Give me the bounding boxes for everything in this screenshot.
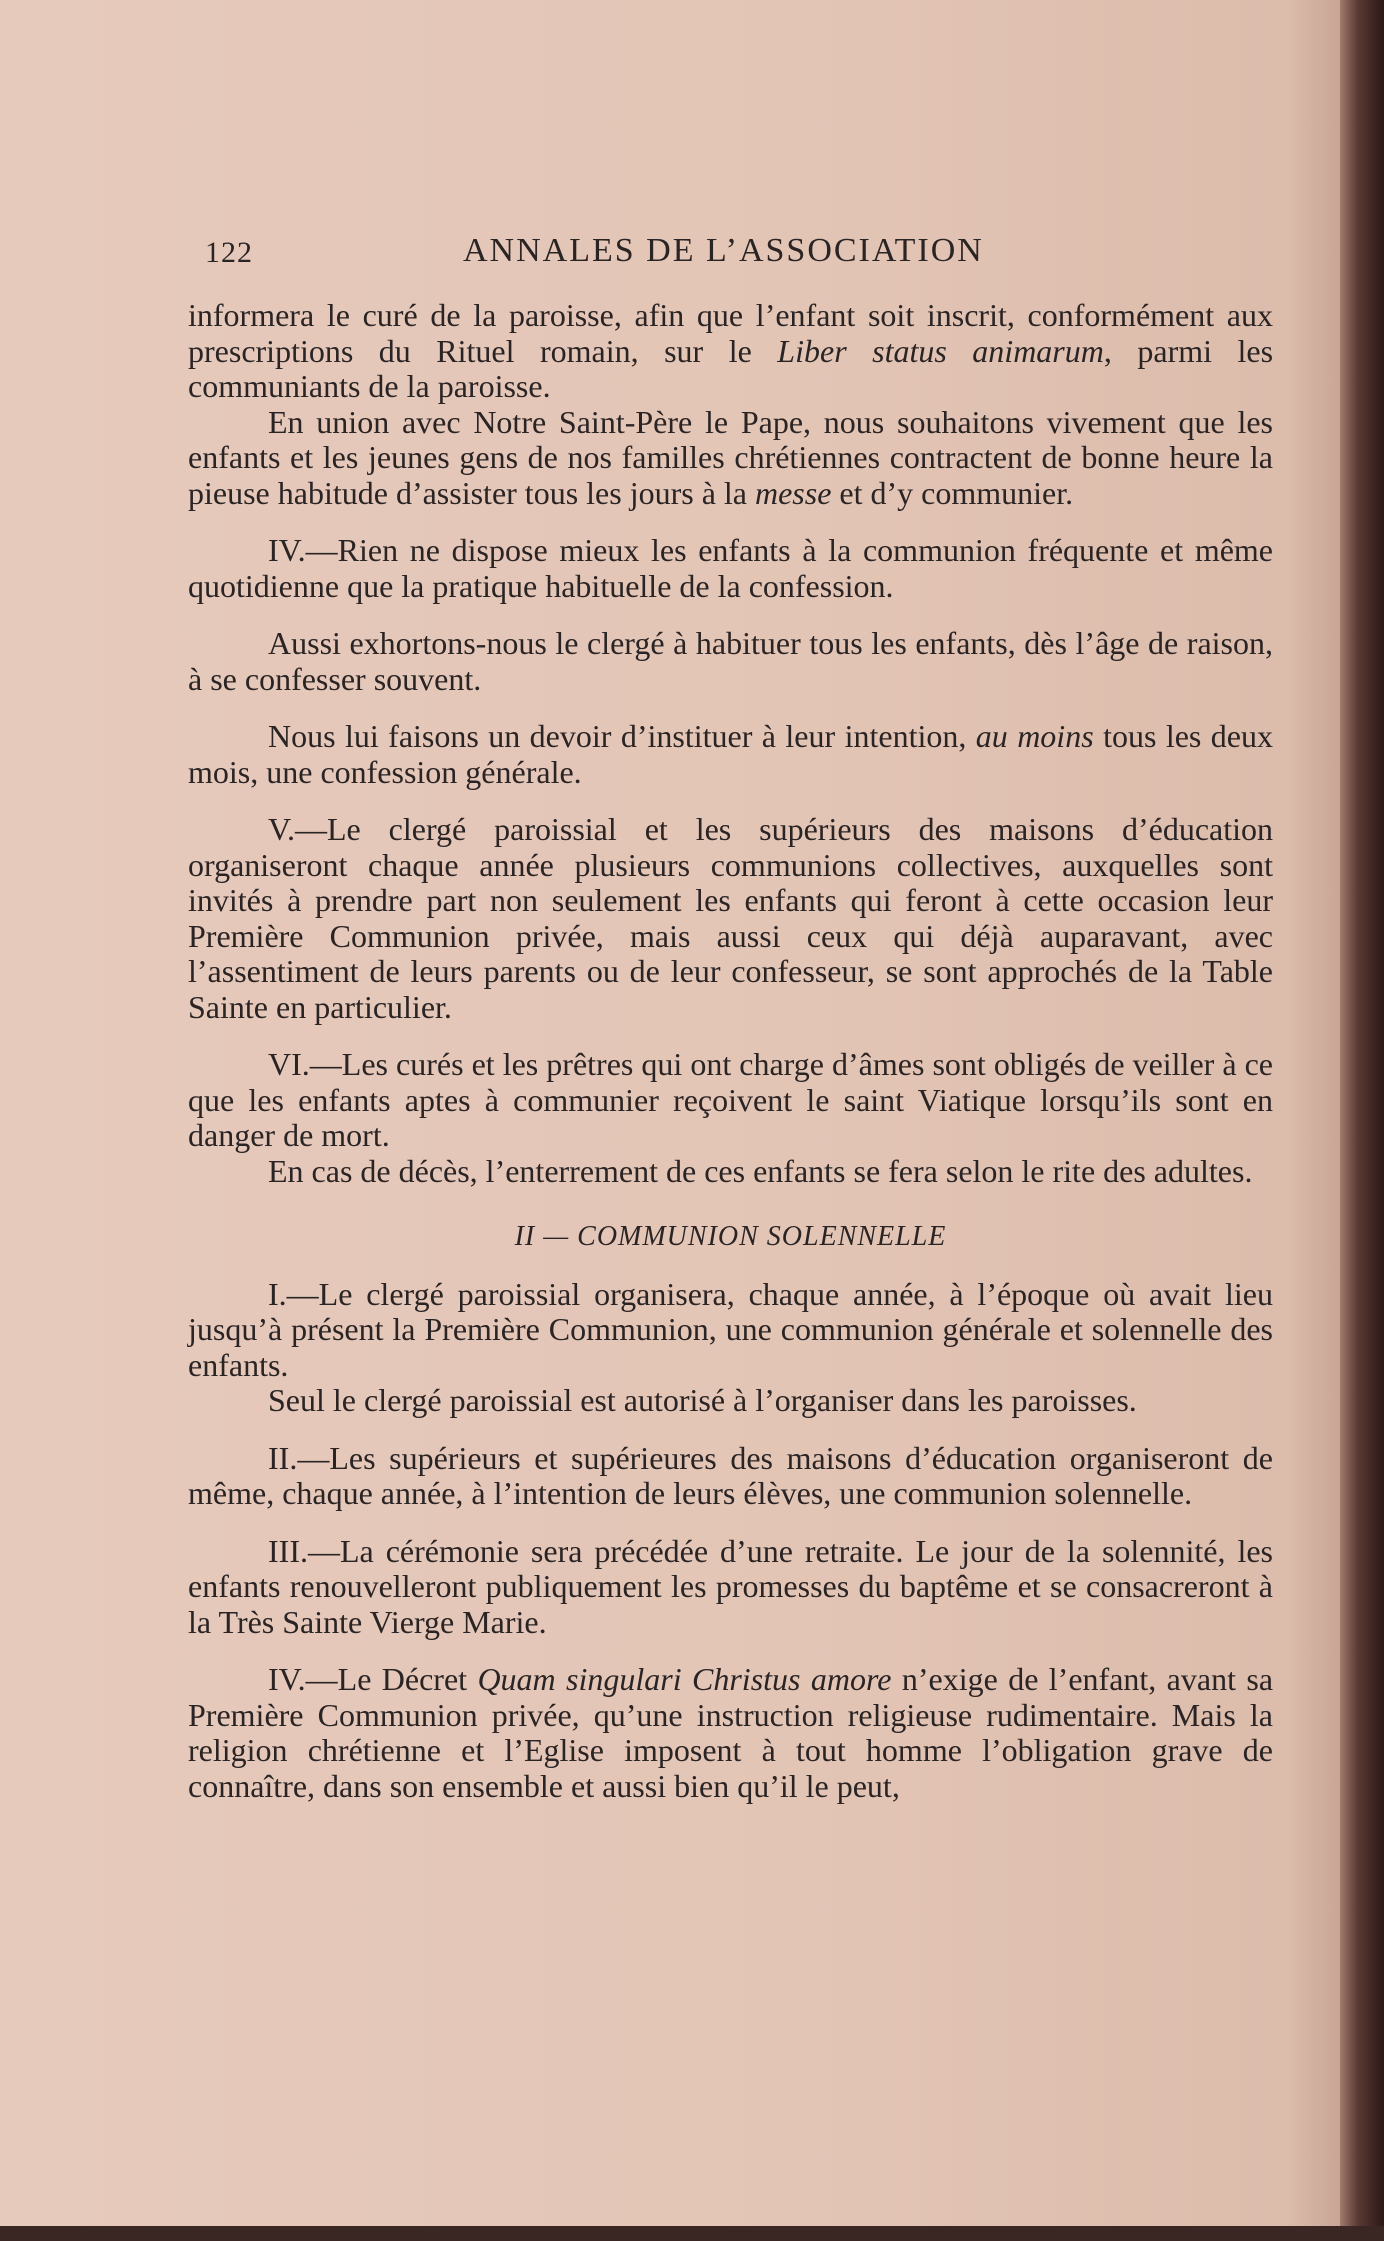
paragraph: Seul le clergé paroissial est autorisé à l’organiser dans les paroisses. [268, 1382, 1137, 1418]
paragraph: informera le curé de la paroisse, afin que l’enfant soit inscrit, conformément aux prescriptions du Rituel romain, sur le Liber status animarum, parmi les communiants de la paroisse. [188, 297, 1274, 404]
page-bottom-edge [0, 2226, 1384, 2241]
italic-phrase: Liber status animarum [777, 332, 1104, 369]
paragraph: II.—Les supérieurs et supérieures des maisons d’éducation organiseront de même, chaque année, à l’intention de leurs élèves, une communion solennelle. [188, 1439, 1273, 1511]
italic-phrase: messe [754, 474, 832, 511]
paragraph: IV.—Rien ne dispose mieux les enfants à la communion fréquente et même quotidienne que la pratique habituelle de la confession. [188, 532, 1273, 604]
italic-phrase: Quam singulari Christus amore [477, 1661, 892, 1697]
page-header [205, 232, 1265, 276]
paragraph: Aussi exhortons-nous le clergé à habituer tous les enfants, dès l’âge de raison, à se confesser souvent. [188, 625, 1273, 697]
section-title: II — COMMUNION SOLENNELLE [514, 1221, 947, 1252]
page-number: 122 [205, 236, 253, 269]
italic-phrase: au moins [975, 718, 1094, 754]
paragraph: VI.—Les curés et les prêtres qui ont charge d’âmes sont obligés de veiller à ce que les enfants aptes à communier reçoivent le saint Viatique lorsqu’ils sont en danger de mort. [188, 1046, 1273, 1153]
paragraph: I.—Le clergé paroissial organisera, chaque année, à l’époque où avait lieu jusqu’à présent la Première Communion, une communion générale et solennelle des enfants. [188, 1275, 1273, 1383]
paragraph: Nous lui faisons un devoir d’instituer à leur intention, au moins tous les deux mois, une confession générale. [188, 718, 1274, 790]
paragraph: En cas de décès, l’enterrement de ces enfants se fera selon le rite des adultes. [268, 1152, 1253, 1189]
paragraph: V.—Le clergé paroissial et les supérieurs des maisons d’éducation organiseront chaque année plusieurs communions collectives, auxquelles sont invités à prendre part non seulement les enfants qui feront à cette occasion leur Première Communion privée, mais aussi ceux qui déjà auparavant, avec l’assentiment de leurs parents ou de leur confesseur, se sont approchés de la Table Sainte en particulier. [188, 811, 1273, 1025]
paragraph: IV.—Le Décret Quam singulari Christus amore n’exige de l’enfant, avant sa Première Communion privée, qu’une instruction religieuse rudimentaire. Mais la religion chrétienne et l’Eglise imposent à tout homme l’obligation grave de connaître, dans son ensemble et aussi bien qu’il le peut, [188, 1661, 1274, 1804]
running-head: ANNALES DE L’ASSOCIATION [463, 232, 984, 269]
book-binding [1340, 0, 1384, 2241]
paragraph: En union avec Notre Saint-Père le Pape, nous souhaitons vivement que les enfants et les jeunes gens de nos familles chrétiennes contractent de bonne heure la pieuse habitude d’assister tous les jours à la messe et d’y communier. [188, 403, 1273, 511]
body-text [188, 298, 1273, 1804]
paragraph: III.—La cérémonie sera précédée d’une retraite. Le jour de la solennité, les enfants renouvelleront publiquement les promesses du baptême et se consacreront à la Très Sainte Vierge Marie. [188, 1532, 1273, 1640]
